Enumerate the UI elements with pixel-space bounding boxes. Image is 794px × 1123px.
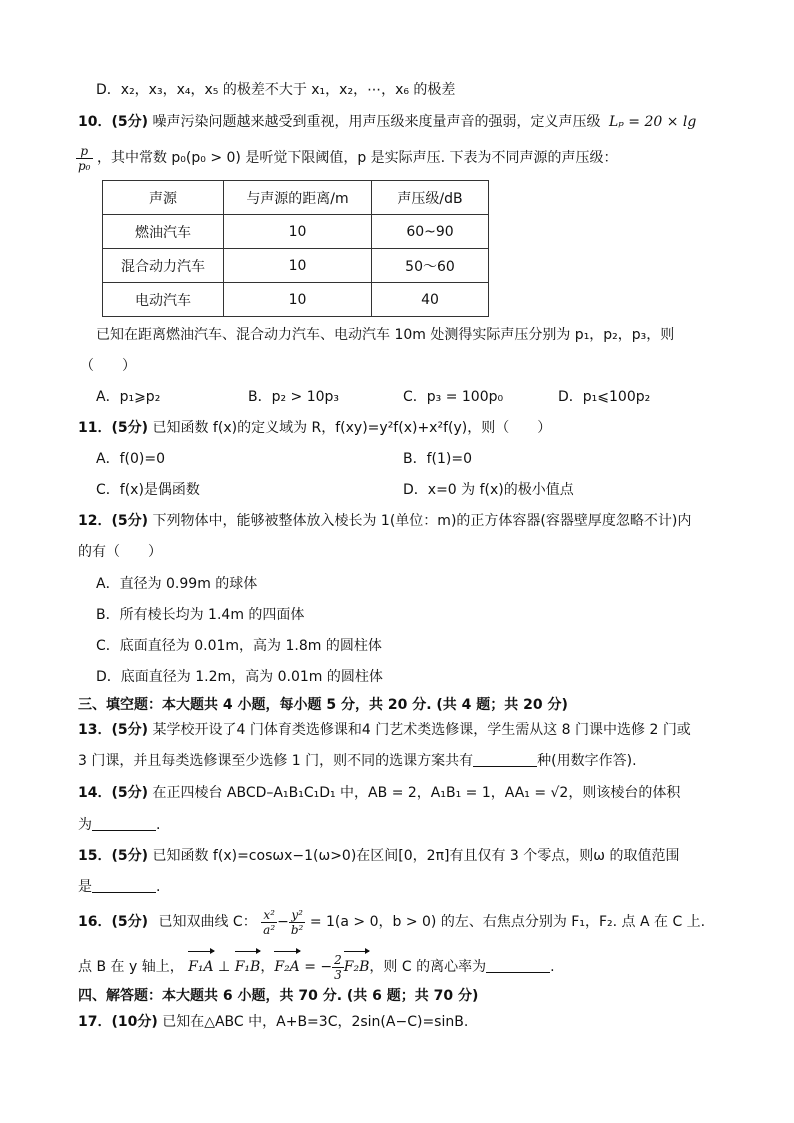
q16-line2a: 点 B 在 y 轴上， xyxy=(78,959,184,975)
table-cell: 60~90 xyxy=(372,215,489,249)
table-header-cell: 声压级/dB xyxy=(372,181,489,215)
q12-label: 12．(5分) xyxy=(78,513,149,529)
q10-formula: Lₚ = 20 × lg xyxy=(608,114,697,130)
q10-stem3: 已知在距离燃油汽车、混合动力汽车、电动汽车 10m 处测得实际声压分别为 p₁，p₂，p₃，则 xyxy=(96,327,675,343)
q16-vec-f1b: F₁B xyxy=(235,952,261,982)
q13-line2 xyxy=(78,751,637,771)
table-row xyxy=(103,249,489,283)
q15-line1 xyxy=(78,846,679,866)
q14-line1 xyxy=(78,783,680,803)
table-header-cell: 与声源的距离/m xyxy=(224,181,372,215)
answer-blank[interactable] xyxy=(473,752,537,767)
q14-line2: 为 . xyxy=(78,817,161,833)
q14-label: 14．(5分) xyxy=(78,785,149,801)
q10-frac-den: p₀ xyxy=(78,158,91,173)
q13-line2a: 3 门课，并且每类选修课至少选修 1 门，则不同的选课方案共有 xyxy=(78,753,474,769)
q10-label: 10．(5分) xyxy=(78,114,149,130)
section-3-heading: 三、填空题：本大题共 4 小题，每小题 5 分，共 20 分. (共 4 题；共 20 分) xyxy=(78,697,568,713)
perp-symbol: ⊥ xyxy=(213,959,235,975)
q12-option-b: B．所有棱长均为 1.4m 的四面体 xyxy=(96,607,305,623)
q16-line2b: ，则 C 的离心率为 xyxy=(369,959,487,975)
table-header-row xyxy=(103,181,489,215)
q10-fraction xyxy=(76,144,93,173)
q16-vec-f1a: F₁A xyxy=(188,952,213,982)
q12-option-a: A．直径为 0.99m 的球体 xyxy=(96,576,258,592)
q13-label: 13．(5分) xyxy=(78,722,149,738)
q15-line2-text: 是 xyxy=(78,879,92,895)
table-header-cell: 声源 xyxy=(103,181,224,215)
q16-line1: 16．(5分) 已知双曲线 C： $\frac{\text{x²}}{\text{a²}}$ − $\frac{\text{y²}}{\text{b²}}$ = 1(a > 0，b > 0) 的左、右焦点分别为 F₁，F₂. 点 A 在 C 上. xyxy=(78,907,706,937)
q16-vec-f2b: F₂B xyxy=(344,952,370,982)
q11-option-d: D．x=0 为 f(x)的极小值点 xyxy=(403,482,574,498)
q10-stem1: 噪声污染问题越来越受到重视，用声压级来度量声音的强弱，定义声压级 xyxy=(152,114,601,130)
q17-line xyxy=(78,1012,468,1032)
q10-stem2: ，其中常数 p₀(p₀ > 0) 是听觉下限阈值，p 是实际声压. 下表为不同声源的声压级： xyxy=(96,150,618,166)
q16-frac-y xyxy=(289,908,306,937)
table-cell: 40 xyxy=(372,283,489,317)
q16-frac-two-thirds xyxy=(332,953,344,982)
table-cell: 电动汽车 xyxy=(103,283,224,317)
answer-blank[interactable] xyxy=(92,878,156,893)
frac-num: x² xyxy=(261,908,277,923)
q11-stem-line xyxy=(78,418,551,438)
q10-option-d: D．p₁⩽100p₂ xyxy=(558,389,651,405)
q16-line1a: 已知双曲线 C： xyxy=(158,914,257,930)
q9-option-d: D．x₂，x₃，x₄，x₅ 的极差不大于 x₁，x₂，⋯，x₆ 的极差 xyxy=(96,82,456,98)
q10-option-b: B．p₂ > 10p₃ xyxy=(248,389,340,405)
q15-label: 15．(5分) xyxy=(78,848,149,864)
q13-line1-text: 某学校开设了4 门体育类选修课和4 门艺术类选修课，学生需从这 8 门课中选修 2 门或 xyxy=(152,722,691,738)
table-cell: 10 xyxy=(224,215,372,249)
frac-num: 2 xyxy=(334,952,342,967)
q10-line1 xyxy=(78,112,696,132)
table-cell: 10 xyxy=(224,249,372,283)
table-cell: 50～60 xyxy=(372,249,489,283)
frac-num: y² xyxy=(289,908,306,923)
table-cell: 10 xyxy=(224,283,372,317)
frac-den: 3 xyxy=(334,967,342,982)
q14-line1-text: 在正四棱台 ABCD–A₁B₁C₁D₁ 中，AB = 2，A₁B₁ = 1，AA₁ = √2，则该棱台的体积 xyxy=(152,785,681,801)
q13-line2b: 种(用数字作答). xyxy=(537,753,637,769)
q16-line1b: = 1(a > 0，b > 0) 的左、右焦点分别为 F₁，F₂. 点 A 在 C 上. xyxy=(309,914,706,930)
q10-frac-num: p xyxy=(76,144,93,159)
q11-label: 11．(5分) xyxy=(78,420,149,436)
q12-option-c: C．底面直径为 0.01m，高为 1.8m 的圆柱体 xyxy=(96,638,382,654)
section-4-heading: 四、解答题：本大题共 6 小题，共 70 分. (共 6 题；共 70 分) xyxy=(78,988,479,1004)
q10-line2 xyxy=(76,140,618,176)
q15-line1-text: 已知函数 f(x)=cosωx−1(ω>0)在区间[0，2π]有且仅有 3 个零点，则ω 的取值范围 xyxy=(152,848,680,864)
q13-line1 xyxy=(78,720,691,740)
equals-minus: = − xyxy=(299,959,333,975)
q10-option-c: C．p₃ = 100p₀ xyxy=(403,389,504,405)
q16-line2 xyxy=(78,952,555,982)
q17-stem: 已知在△ABC 中，A+B=3C，2sin(A−C)=sinB. xyxy=(162,1014,469,1030)
table-cell: 混合动力汽车 xyxy=(103,249,224,283)
answer-blank[interactable] xyxy=(486,958,550,973)
q10-paren: （ ） xyxy=(80,358,136,374)
table-row xyxy=(103,283,489,317)
table-row xyxy=(103,215,489,249)
q11-stem: 已知函数 f(x)的定义域为 R，f(xy)=y²f(x)+x²f(y)，则（ ） xyxy=(152,420,552,436)
q11-option-c: C．f(x)是偶函数 xyxy=(96,482,200,498)
q12-line1 xyxy=(78,511,691,531)
frac-den: b² xyxy=(290,922,304,937)
answer-blank[interactable] xyxy=(92,816,156,831)
q16-label: 16．(5分) xyxy=(78,914,149,930)
frac-den: a² xyxy=(263,922,276,937)
q11-option-b: B．f(1)=0 xyxy=(403,451,473,467)
q10-table xyxy=(102,180,489,317)
q16-vec-f2a: F₂A xyxy=(274,952,299,982)
q12-option-d: D．底面直径为 1.2m，高为 0.01m 的圆柱体 xyxy=(96,669,383,685)
table-cell: 燃油汽车 xyxy=(103,215,224,249)
q10-option-a: A．p₁⩾p₂ xyxy=(96,389,161,405)
q16-frac-x xyxy=(261,908,277,937)
q12-stem1: 下列物体中，能够被整体放入棱长为 1(单位：m)的正方体容器(容器壁厚度忽略不计)内 xyxy=(152,513,692,529)
q15-line2: 是 . xyxy=(78,879,161,895)
q14-line2-text: 为 xyxy=(78,817,92,833)
period: . xyxy=(550,959,555,975)
q12-stem2: 的有（ ） xyxy=(78,544,162,560)
q17-label: 17．(10分) xyxy=(78,1014,158,1030)
comma: ， xyxy=(260,959,275,975)
q11-option-a: A．f(0)=0 xyxy=(96,451,165,467)
